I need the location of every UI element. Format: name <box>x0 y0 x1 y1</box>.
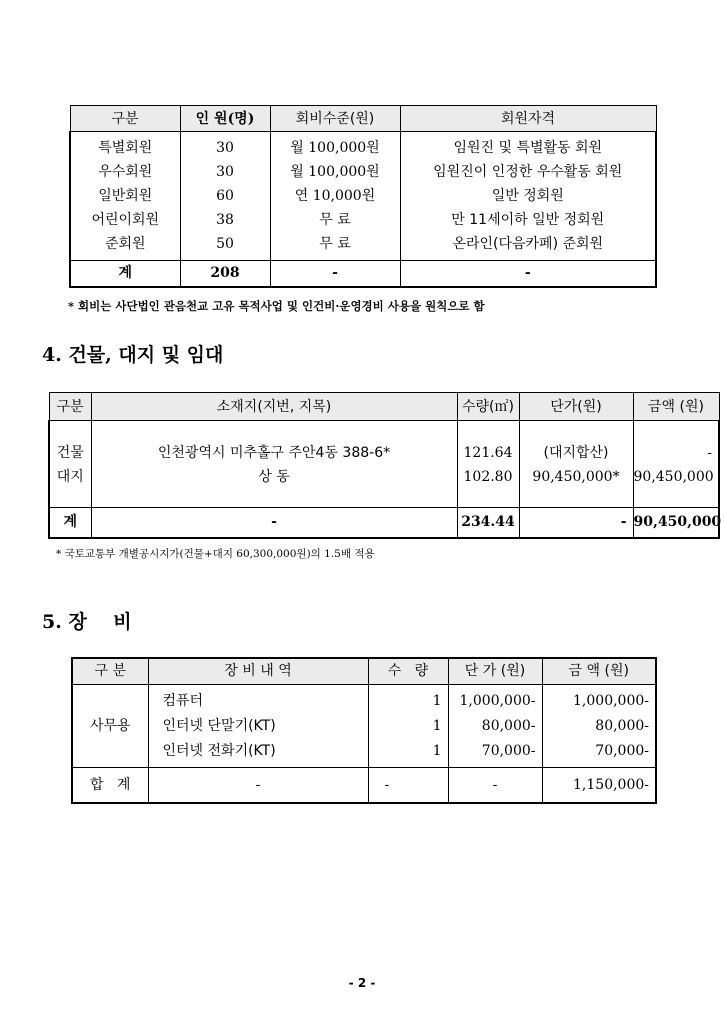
header-cell: 구분 <box>70 106 180 132</box>
header-cell: 회원자격 <box>400 106 656 132</box>
header-cell: 금액 (원) <box>633 393 719 421</box>
member-fee: 연 10,000원 <box>270 184 400 208</box>
header-cell: 소재지(지번, 지목) <box>91 393 457 421</box>
member-qualification: 온라인(다음카페) 준회원 <box>452 236 604 252</box>
category: 건물 <box>49 421 91 466</box>
section5-title: 5. 장 비 <box>42 611 132 633</box>
building-header-row <box>49 393 719 421</box>
equipment-table <box>71 657 657 804</box>
total-label: 계 <box>70 261 180 287</box>
quantity: 121.64 <box>457 421 519 466</box>
equipment-amount: 70,000- <box>595 742 649 759</box>
total-quantity: 234.44 <box>457 508 519 538</box>
member-type: 일반회원 <box>70 184 180 208</box>
equipment-unit-price: 80,000- <box>448 713 542 739</box>
member-count: 60 <box>180 184 270 208</box>
amount: - <box>707 445 712 461</box>
page-number: - 2 - <box>348 976 376 990</box>
member-fee: 무 료 <box>270 208 400 232</box>
equipment-amount: 80,000- <box>595 717 649 734</box>
equipment-unit-price: 1,000,000- <box>448 684 542 713</box>
header-cell: 수 량 <box>368 658 448 684</box>
table-row <box>72 713 656 739</box>
member-count: 30 <box>180 160 270 184</box>
member-qualification: 일반 정회원 <box>491 188 564 204</box>
member-type: 준회원 <box>70 232 180 261</box>
equipment-header-row <box>72 658 656 684</box>
equipment-name: 인터넷 단말기(KT) <box>148 713 368 739</box>
total-row <box>49 508 719 538</box>
building-land-table <box>48 392 720 539</box>
table-row <box>70 232 656 261</box>
equipment-unit-price: 70,000- <box>448 739 542 768</box>
total-label: 합 계 <box>72 767 148 803</box>
table-row <box>72 739 656 768</box>
member-qualification: 임원진이 인정한 우수활동 회원 <box>433 164 623 180</box>
equipment-name: 인터넷 전화기(KT) <box>148 739 368 768</box>
total-amount: 90,450,000 <box>633 514 722 531</box>
table-row <box>70 208 656 232</box>
membership-table <box>69 105 657 288</box>
table-row <box>70 160 656 184</box>
category: 대지 <box>49 465 91 508</box>
member-type: 어린이회원 <box>70 208 180 232</box>
equipment-amount: 1,000,000- <box>573 692 649 709</box>
section4-title: 4. 건물, 대지 및 임대 <box>42 344 224 366</box>
table-row <box>49 465 719 508</box>
unit-price: (대지합산) <box>519 421 633 466</box>
equipment-qty: 1 <box>368 739 448 768</box>
group-label: 사무용 <box>72 684 148 767</box>
total-label: 계 <box>49 508 91 538</box>
building-note: * 국토교통부 개별공시지가(건물+대지 60,300,000원)의 1.5배 적용 <box>56 548 375 560</box>
table-row <box>70 132 656 161</box>
total-row <box>70 261 656 287</box>
member-count: 30 <box>180 132 270 161</box>
amount: 90,450,000 <box>633 469 714 485</box>
total-fee: - <box>270 261 400 287</box>
header-cell: 단 가 (원) <box>448 658 542 684</box>
header-cell: 장 비 내 역 <box>148 658 368 684</box>
member-count: 38 <box>180 208 270 232</box>
equipment-name: 컴퓨터 <box>148 684 368 713</box>
header-cell: 수량(㎡) <box>457 393 519 421</box>
table-row <box>49 421 719 466</box>
member-type: 우수회원 <box>70 160 180 184</box>
equipment-qty: 1 <box>368 684 448 713</box>
location: 상 동 <box>91 465 457 508</box>
header-cell: 인 원(명) <box>180 106 270 132</box>
table-row <box>70 184 656 208</box>
table-row <box>72 684 656 713</box>
member-count: 50 <box>180 232 270 261</box>
header-cell: 구분 <box>49 393 91 421</box>
total-amount: 1,150,000- <box>573 776 649 793</box>
total-location: - <box>91 508 457 538</box>
member-type: 특별회원 <box>70 132 180 161</box>
header-cell: 금 액 (원) <box>542 658 656 684</box>
member-fee: 월 100,000원 <box>270 160 400 184</box>
member-fee: 월 100,000원 <box>270 132 400 161</box>
location: 인천광역시 미추홀구 주안4동 388-6* <box>91 421 457 466</box>
header-cell: 회비수준(원) <box>270 106 400 132</box>
membership-header-row <box>70 106 656 132</box>
membership-note: * 회비는 사단법인 관음천교 고유 목적사업 및 인건비·운영경비 사용을 원칙으로 함 <box>68 299 485 313</box>
total-qty: - <box>368 767 448 803</box>
total-count: 208 <box>180 261 270 287</box>
header-cell: 단가(원) <box>519 393 633 421</box>
equipment-qty: 1 <box>368 713 448 739</box>
total-unit-price: - <box>519 508 633 538</box>
member-qualification: 임원진 및 특별활동 회원 <box>453 140 603 156</box>
unit-price: 90,450,000* <box>519 465 633 508</box>
quantity: 102.80 <box>457 465 519 508</box>
total-row <box>72 767 656 803</box>
header-cell: 구 분 <box>72 658 148 684</box>
total-qualification: - <box>524 265 531 282</box>
total-unit-price: - <box>448 767 542 803</box>
member-qualification: 만 11세이하 일반 정회원 <box>451 212 605 228</box>
total-name: - <box>148 767 368 803</box>
member-fee: 무 료 <box>270 232 400 261</box>
